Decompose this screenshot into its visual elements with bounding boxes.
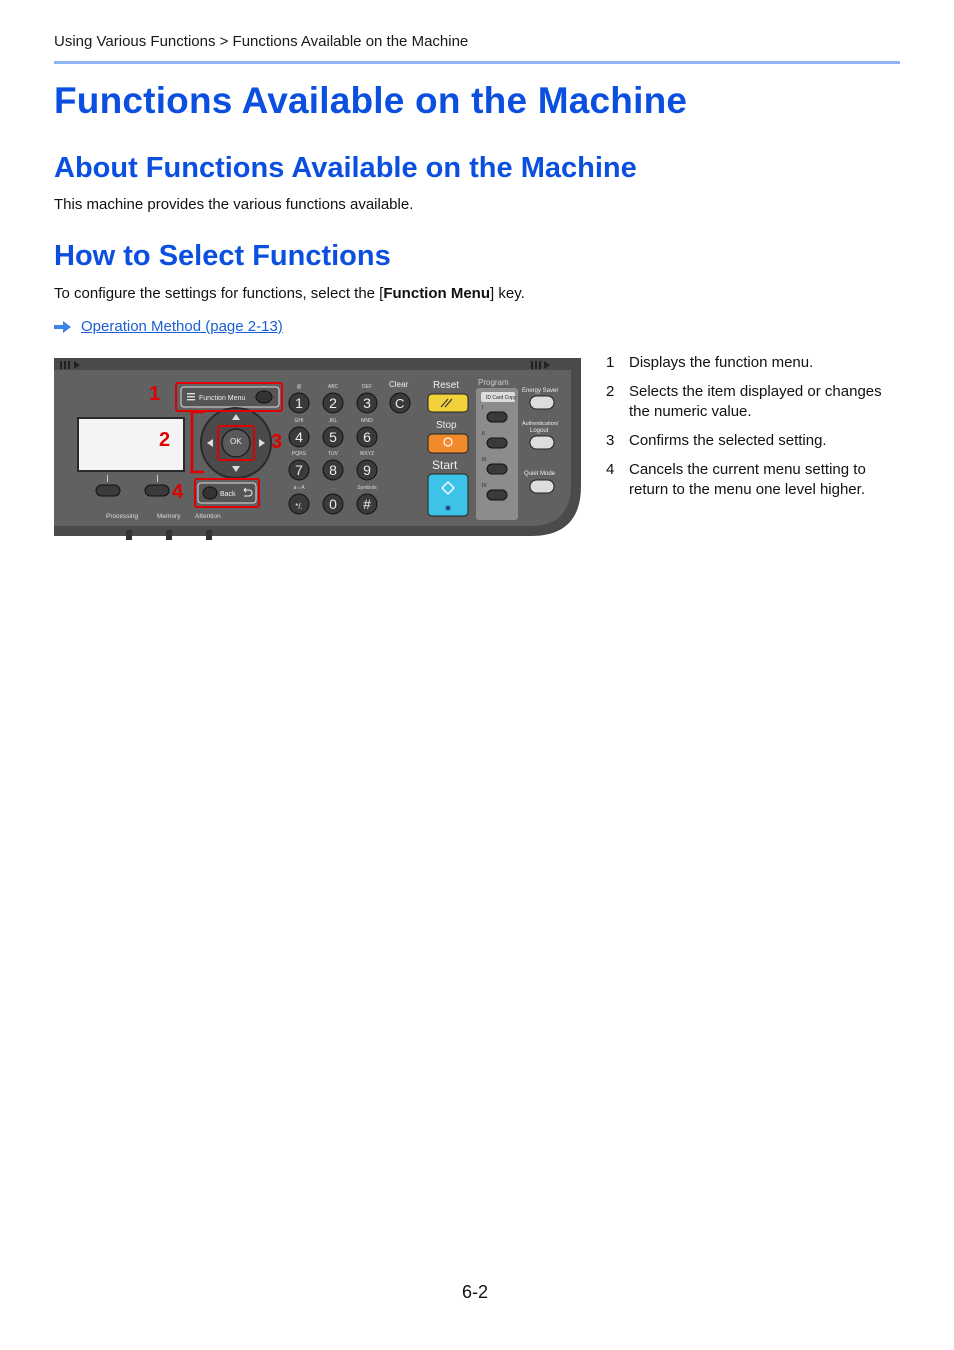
- header-rule: [54, 61, 900, 64]
- program-key[interactable]: [487, 438, 507, 448]
- keypad-digit: 9: [363, 462, 371, 478]
- arrow-right-icon: [54, 320, 72, 334]
- program-slot-label: IV: [482, 483, 487, 489]
- program-slot-label: I: [482, 405, 484, 411]
- stop-key-label: Stop: [436, 420, 457, 431]
- energy-saver-label: Energy Saver: [522, 388, 559, 394]
- attention-indicator: Attention: [195, 513, 221, 520]
- processing-indicator: Processing: [106, 513, 139, 520]
- program-label: Program: [478, 378, 509, 387]
- callout-1: 1: [149, 383, 161, 405]
- callout-2: 2: [159, 429, 171, 451]
- keypad-digit: 6: [363, 429, 371, 445]
- keypad-digit: 0: [329, 496, 337, 512]
- keypad-letters: ABC: [327, 384, 339, 390]
- breadcrumb: Using Various Functions > Functions Available on the Machine: [54, 33, 469, 50]
- program-key[interactable]: [487, 412, 507, 422]
- memory-indicator: Memory: [157, 513, 181, 520]
- program-slot-label: III: [482, 457, 487, 463]
- keypad-digit: 8: [329, 462, 337, 478]
- about-paragraph: This machine provides the various functions available.: [54, 196, 414, 213]
- keypad-letters: . ,: [330, 485, 336, 491]
- keypad-digit: 3: [363, 395, 371, 411]
- list-item: 2 Selects the item displayed or changes the numeric value.: [606, 383, 882, 420]
- keypad-letters: WXYZ: [359, 451, 375, 457]
- program-key[interactable]: [487, 490, 507, 500]
- operation-method-link[interactable]: Operation Method (page 2-13): [81, 318, 283, 335]
- program-key[interactable]: [487, 464, 507, 474]
- reference-link-row: [54, 318, 283, 335]
- keypad-letters: GHI: [294, 418, 304, 424]
- ok-key-label: OK: [230, 437, 242, 446]
- program-slot-label: II: [482, 431, 485, 437]
- clear-key-label: Clear: [389, 380, 409, 389]
- page-title: Functions Available on the Machine: [54, 80, 688, 121]
- keypad-letters: MNO: [361, 418, 373, 424]
- list-item: 1 Displays the function menu.: [606, 354, 814, 371]
- logout-label: Logout: [530, 428, 549, 434]
- keypad-letters: Symbols: [357, 485, 377, 491]
- keypad-digit: 7: [295, 462, 303, 478]
- list-item: 3 Confirms the selected setting.: [606, 432, 827, 449]
- select-paragraph: To configure the settings for functions, select the [Function Menu] key.: [54, 285, 525, 302]
- keypad-letters: a⇔A: [293, 485, 305, 491]
- callout-3: 3: [271, 431, 283, 453]
- keypad-letters: PQRS: [291, 451, 307, 457]
- authentication-label: Authentication/: [522, 421, 559, 427]
- keypad-letters: @: [296, 384, 302, 390]
- keypad-digit: 4: [295, 429, 303, 445]
- back-key-label: Back: [220, 491, 236, 498]
- keypad-letters: JKL: [328, 418, 338, 424]
- description-list: [606, 353, 906, 509]
- section-heading-about: About Functions Available on the Machine: [54, 152, 637, 184]
- reset-key-label: Reset: [433, 380, 460, 391]
- start-key-label: Start: [432, 458, 458, 472]
- keypad-digit: 2: [329, 395, 337, 411]
- list-item: 4 Cancels the current menu setting to return to the menu one level higher.: [606, 461, 866, 498]
- keypad-digit: 5: [329, 429, 337, 445]
- keypad-digit: */.: [295, 502, 303, 511]
- keypad-digit: 1: [295, 395, 303, 411]
- keypad-digit: #: [363, 496, 371, 512]
- keypad-letters: TUV: [328, 451, 338, 457]
- operation-panel-illustration: [54, 358, 584, 540]
- menu-icon: [187, 393, 195, 400]
- keypad-letters: DEF: [362, 384, 372, 390]
- id-card-copy-label: ID Card Copy: [486, 395, 517, 401]
- callout-4: 4: [172, 481, 184, 503]
- svg-text:C: C: [395, 396, 405, 411]
- page-number: 6-2: [462, 1282, 489, 1302]
- section-heading-select: How to Select Functions: [54, 240, 391, 272]
- function-menu-key-label: Function Menu: [199, 395, 246, 402]
- quiet-mode-label: Quiet Mode: [524, 471, 556, 477]
